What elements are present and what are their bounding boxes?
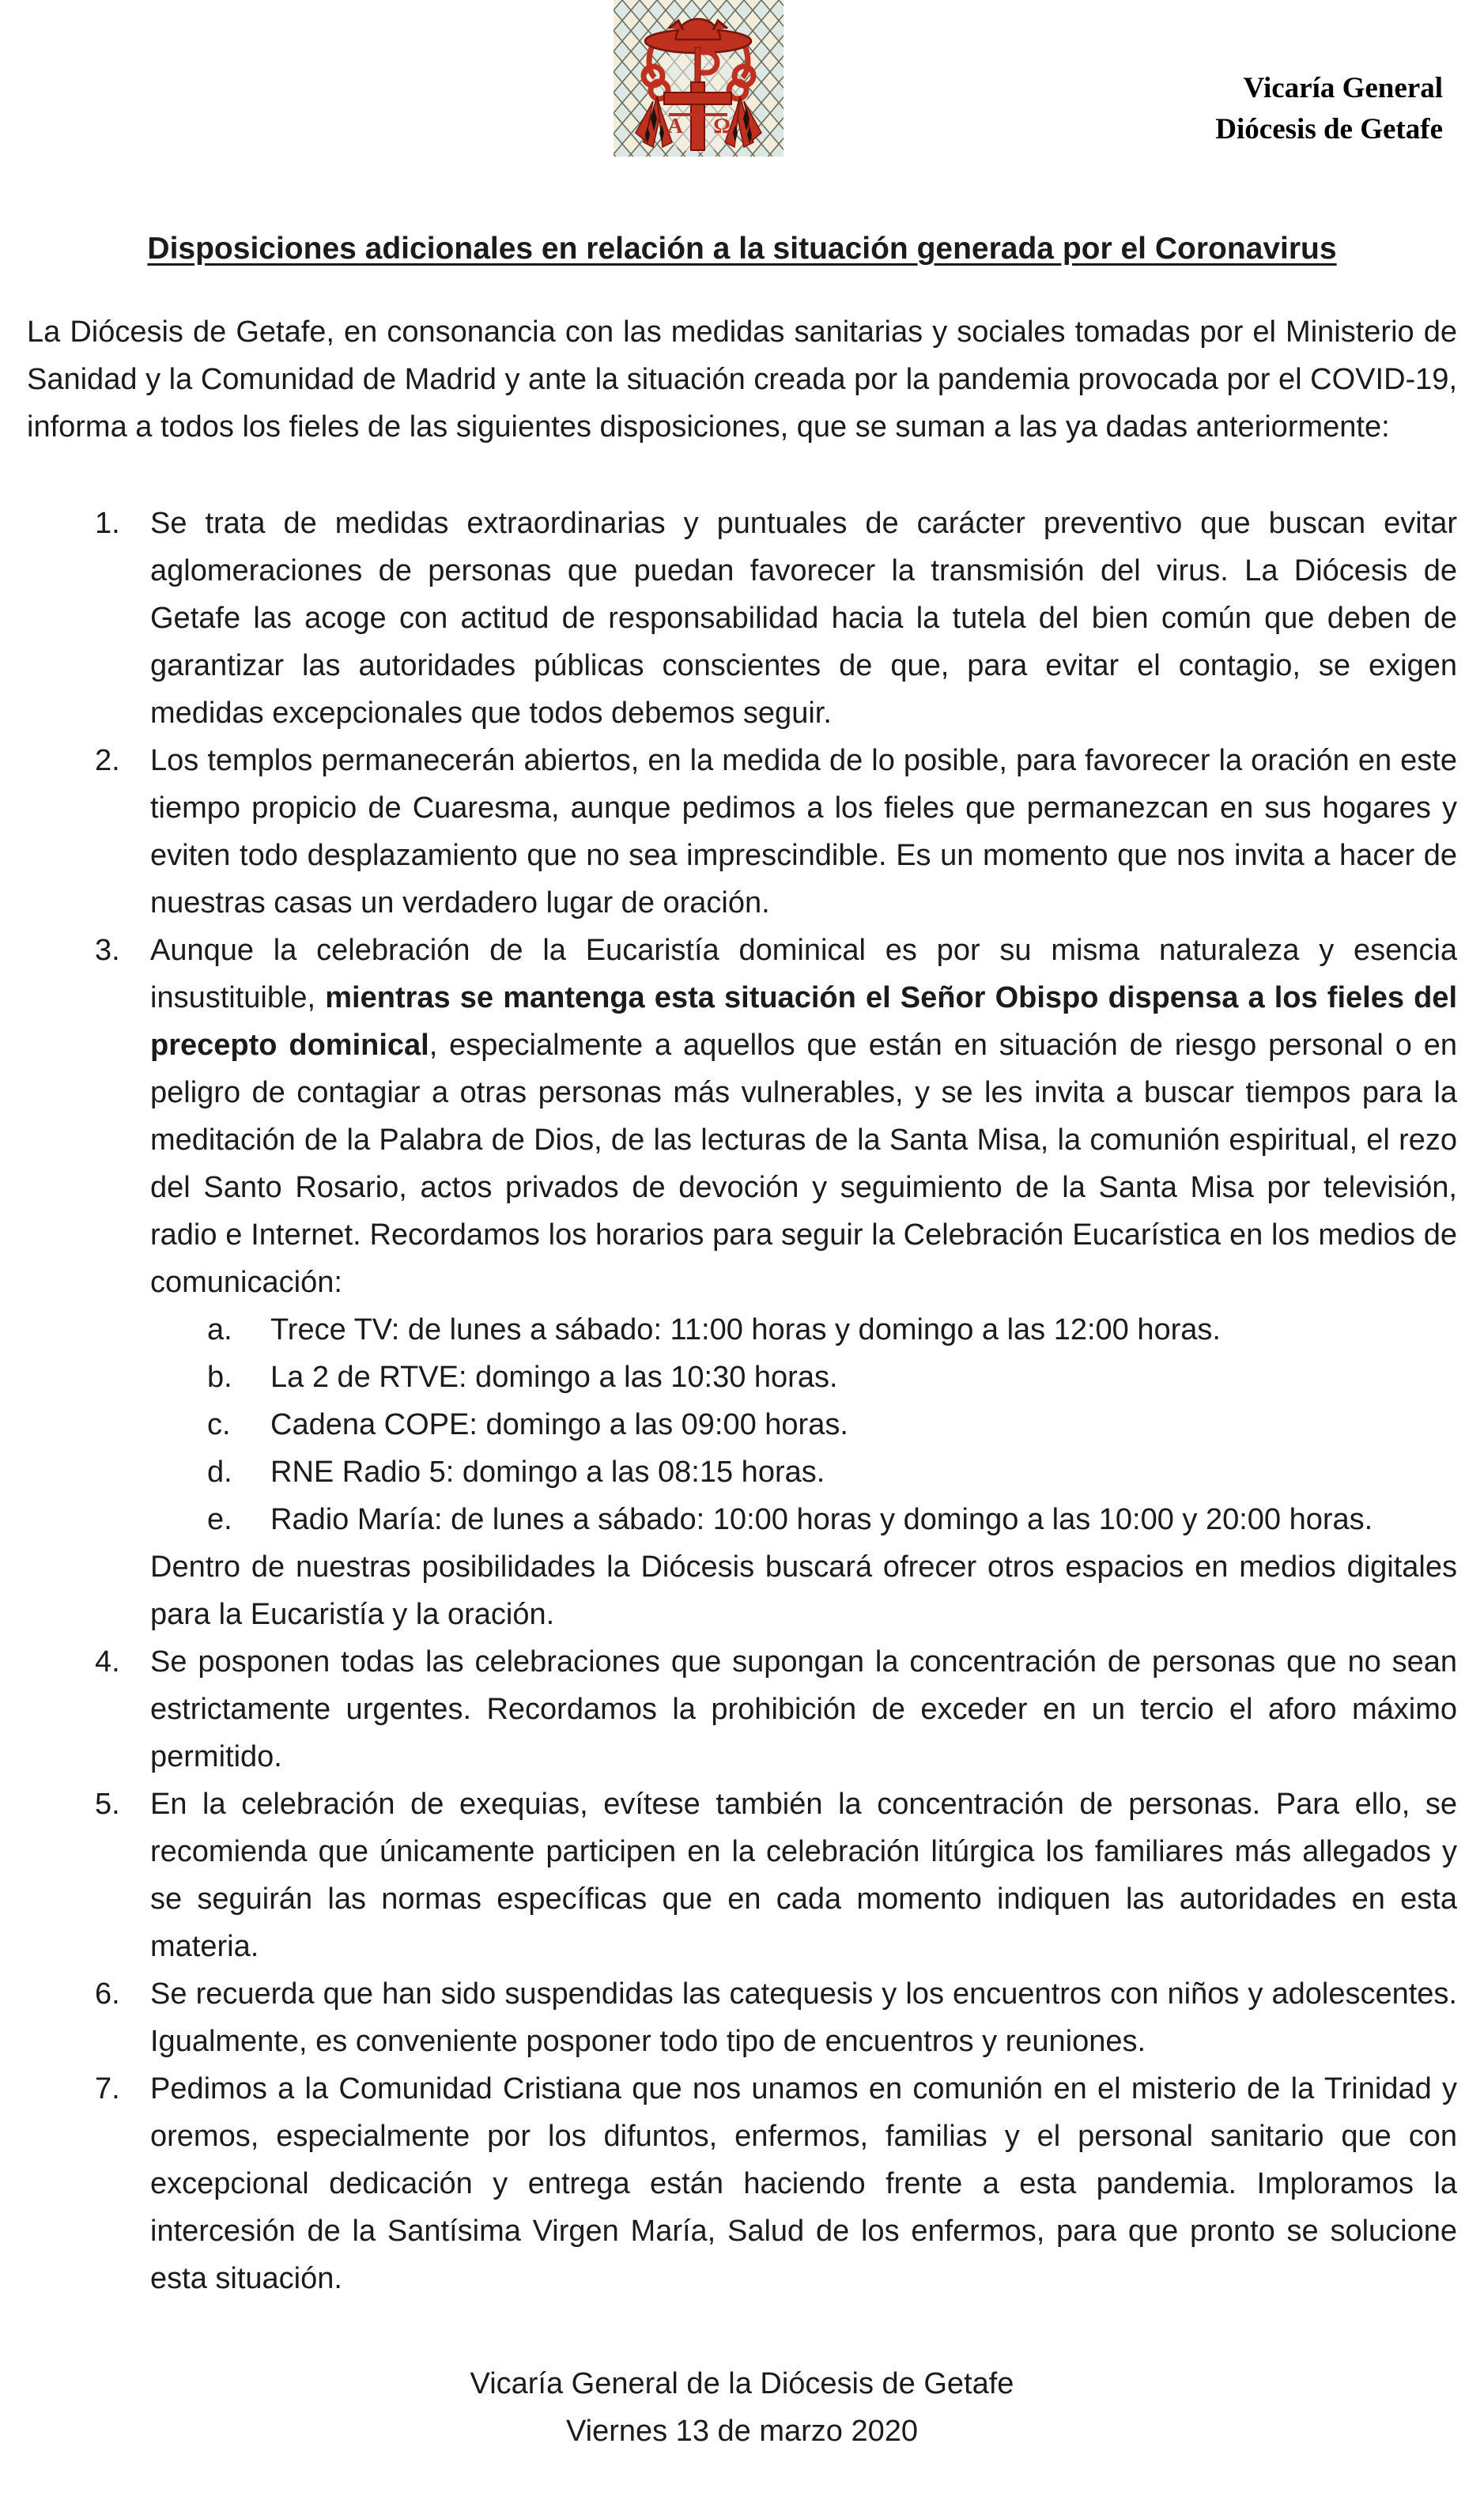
item-text: [150, 1970, 1457, 2065]
sublist-text: Radio María: de lunes a sábado: 10:00 horas y domingo a las 10:00 y 20:00 horas.: [270, 1503, 1373, 1536]
item-text: [150, 737, 1457, 927]
chi-rho-staff: [695, 47, 700, 85]
item-number: 7.: [95, 2072, 120, 2105]
sublist-text: La 2 de RTVE: domingo a las 10:30 horas.: [270, 1361, 838, 1394]
document-footer: [0, 2360, 1484, 2455]
document-title: Disposiciones adicionales en relación a la situación generada por el Coronavirus: [147, 232, 1337, 266]
sublist-item: [150, 1496, 1457, 1543]
item-number: 1.: [95, 507, 120, 540]
org-line1: Vicaría General: [1243, 72, 1443, 104]
item-text: [150, 2065, 1457, 2302]
sublist-item: [150, 1354, 1457, 1401]
item-paragraph: En la celebración de exequias, evítese también la concentración de personas. Para ello, se recomienda que únicamente participen en la celebración litúrgica los familiares más allegados y se seguirán las normas específicas que en cada momento indiquen las autoridades en esta materia.: [150, 1788, 1457, 1963]
item-paragraph: Los templos permanecerán abiertos, en la medida de lo posible, para favorecer la oración en este tiempo propicio de Cuaresma, aunque pedimos a los fieles que permanezcan en sus hogares y eviten todo desplazamiento que no sea imprescindible. Es un momento que nos invita a hacer de nuestras casas un verdadero lugar de oración.: [150, 744, 1457, 920]
document-body: [0, 229, 1484, 2302]
diocese-coat-of-arms-logo: [614, 0, 784, 157]
item-paragraph: Pedimos a la Comunidad Cristiana que nos unamos en comunión en el misterio de la Trinidad y oremos, especialmente por los difuntos, enfermos, familias y el personal sanitario que con excepcional dedicación y entrega están haciendo frente a esta pandemia. Imploramos la intercesión de la Santísima Virgen María, Salud de los enfermos, para que pronto se solucione esta situación.: [150, 2072, 1457, 2295]
dispositions-list: [27, 500, 1457, 2302]
sublist-item: [150, 1448, 1457, 1496]
list-item: [27, 1781, 1457, 1970]
sublist-letter: c.: [207, 1408, 231, 1441]
document-header: [0, 0, 1484, 157]
organization-name: [1215, 68, 1443, 150]
item-continuation-paragraph: Dentro de nuestras posibilidades la Diócesis buscará ofrecer otros espacios en medios digitales para la Eucaristía y la oración.: [150, 1550, 1457, 1631]
item-number: 4.: [95, 1645, 120, 1679]
item-number: 6.: [95, 1977, 120, 2011]
item-paragraph: Se trata de medidas extraordinarias y puntuales de carácter preventivo que buscan evitar aglomeraciones de personas que puedan favorecer la transmisión del virus. La Diócesis de Getafe las acoge con actitud de responsabilidad hacia la tutela del bien común que deben de garantizar las autoridades públicas conscientes de que, para evitar el contagio, se exigen medidas excepcionales que todos debemos seguir.: [150, 507, 1457, 730]
sublist-item: [150, 1401, 1457, 1448]
item-text: [150, 1638, 1457, 1781]
sublist-letter: b.: [207, 1361, 232, 1394]
item-text: [150, 927, 1457, 1638]
list-item: [27, 2065, 1457, 2302]
sublist-letter: a.: [207, 1313, 232, 1346]
omega-letter: Ω: [713, 114, 731, 138]
sublist-letter: d.: [207, 1456, 232, 1489]
intro-paragraph: La Diócesis de Getafe, en consonancia con las medidas sanitarias y sociales tomadas por el Ministerio de Sanidad y la Comunidad de Madrid y ante la situación creada por la pandemia provocada por el COVID-19, informa a todos los fieles de las siguientes disposiciones, que se suman a las ya dadas anteriormente:: [27, 315, 1457, 444]
item-number: 2.: [95, 744, 120, 777]
item-number: 3.: [95, 934, 120, 967]
sublist-text: Trece TV: de lunes a sábado: 11:00 horas y domingo a las 12:00 horas.: [270, 1313, 1221, 1346]
alpha-letter: A: [667, 114, 683, 138]
sublist-text: RNE Radio 5: domingo a las 08:15 horas.: [270, 1456, 825, 1489]
list-item: [27, 500, 1457, 737]
list-item: [27, 927, 1457, 1638]
footer-date: Viernes 13 de marzo 2020: [565, 2415, 919, 2448]
sublist-item: [150, 1306, 1457, 1354]
sublist-text: Cadena COPE: domingo a las 09:00 horas.: [270, 1408, 848, 1441]
item-paragraph: Se posponen todas las celebraciones que supongan la concentración de personas que no sean estrictamente urgentes. Recordamos la prohibición de exceder en un tercio el aforo máximo permitido.: [150, 1645, 1457, 1773]
item-paragraph: Se recuerda que han sido suspendidas las catequesis y los encuentros con niños y adolescentes. Igualmente, es conveniente posponer todo tipo de encuentros y reuniones.: [150, 1977, 1457, 2058]
sublist-letter: e.: [207, 1503, 232, 1536]
item-number: 5.: [95, 1788, 120, 1821]
item-text: [150, 1781, 1457, 1970]
org-line2: Diócesis de Getafe: [1215, 113, 1443, 145]
list-item: [27, 737, 1457, 927]
item-paragraph: Aunque la celebración de la Eucaristía dominical es por su misma naturaleza y esencia insustituible, mientras se mantenga esta situación el Señor Obispo dispensa a los fieles del precepto dominical, especialmente a aquellos que están en situación de riesgo personal o en peligro de contagiar a otras personas más vulnerables, y se les invita a buscar tiempos para la meditación de la Palabra de Dios, de las lecturas de la Santa Misa, la comunión espiritual, el rezo del Santo Rosario, actos privados de devoción y seguimiento de la Santa Misa por televisión, radio e Internet. Recordamos los horarios para seguir la Celebración Eucarística en los medios de comunicación:: [150, 934, 1457, 1299]
list-item: [27, 1970, 1457, 2065]
item-text: [150, 500, 1457, 737]
media-schedule-sublist: [150, 1306, 1457, 1543]
footer-signature: Vicaría General de la Diócesis de Getafe: [470, 2367, 1014, 2400]
list-item: [27, 1638, 1457, 1781]
